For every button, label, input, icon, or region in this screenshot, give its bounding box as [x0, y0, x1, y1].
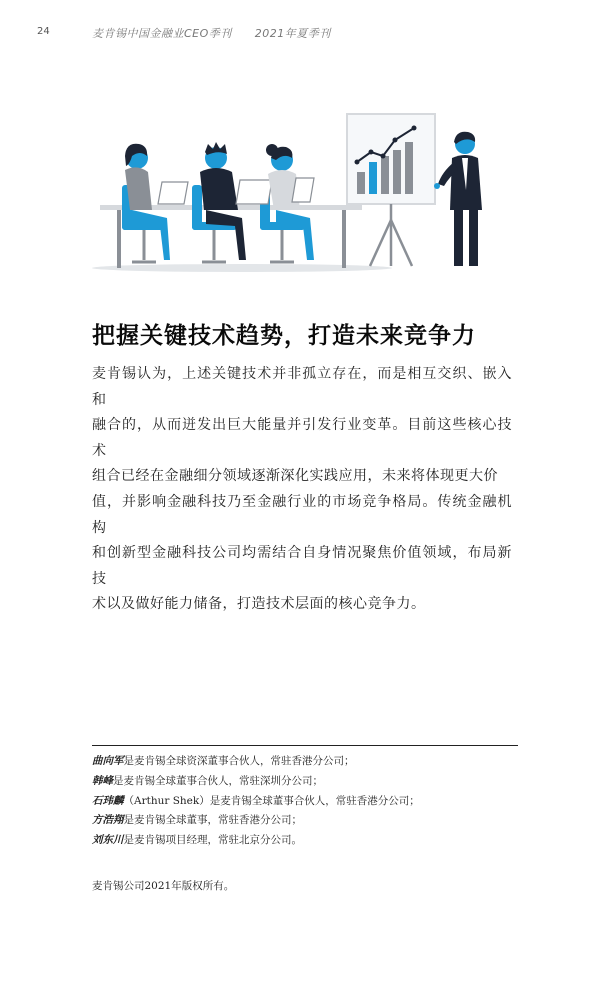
author-role: 是麦肯锡全球董事合伙人，常驻深圳分公司； — [113, 774, 323, 787]
body-line: 组合已经在金融细分领域逐渐深化实践应用，未来将体现更大价 — [92, 468, 498, 485]
section-headline: 把握关键技术趋势，打造未来竞争力 — [92, 322, 476, 349]
running-title: 麦肯锡中国金融业CEO季刊 2021年夏季刊 — [92, 27, 331, 40]
credit-line — [92, 792, 522, 812]
author-name: 方浩翔 — [92, 814, 124, 827]
copyright-notice: 麦肯锡公司2021年版权所有。 — [92, 880, 235, 892]
author-name: 曲向军 — [92, 755, 124, 767]
credit-line — [92, 831, 522, 851]
footnote-divider — [92, 745, 518, 746]
credit-line — [92, 752, 522, 772]
body-line: 融合的，从而迸发出巨大能量并引发行业变革。目前这些核心技术 — [92, 417, 512, 459]
author-name: 刘东川 — [92, 834, 124, 847]
author-role: （Arthur Shek）是麦肯锡全球董事合伙人，常驻香港分公司； — [123, 794, 420, 807]
body-line: 麦肯锡认为，上述关键技术并非孤立存在，而是相互交织、嵌入和 — [92, 366, 512, 408]
body-line: 值，并影响金融科技乃至金融行业的市场竞争格局。传统金融机构 — [92, 493, 512, 536]
author-role: 是麦肯锡全球董事，常驻香港分公司； — [123, 814, 302, 827]
author-credits — [92, 752, 522, 851]
meeting-presentation-illustration — [92, 100, 512, 275]
body-line: 术以及做好能力储备，打造技术层面的核心竞争力。 — [92, 596, 426, 613]
author-name: 韩峰 — [92, 774, 113, 787]
page-header — [0, 26, 600, 42]
body-line: 和创新型金融科技公司均需结合自身情况聚焦价值领域，布局新技 — [92, 545, 512, 587]
credit-line — [92, 811, 522, 831]
author-role: 是麦肯锡全球资深董事合伙人，常驻香港分公司； — [123, 755, 355, 767]
author-role: 是麦肯锡项目经理，常驻北京分公司。 — [123, 834, 302, 847]
page-number: 24 — [37, 26, 50, 37]
author-name: 石玮麟 — [92, 794, 124, 807]
credit-line — [92, 772, 522, 792]
body-paragraph — [92, 362, 512, 618]
